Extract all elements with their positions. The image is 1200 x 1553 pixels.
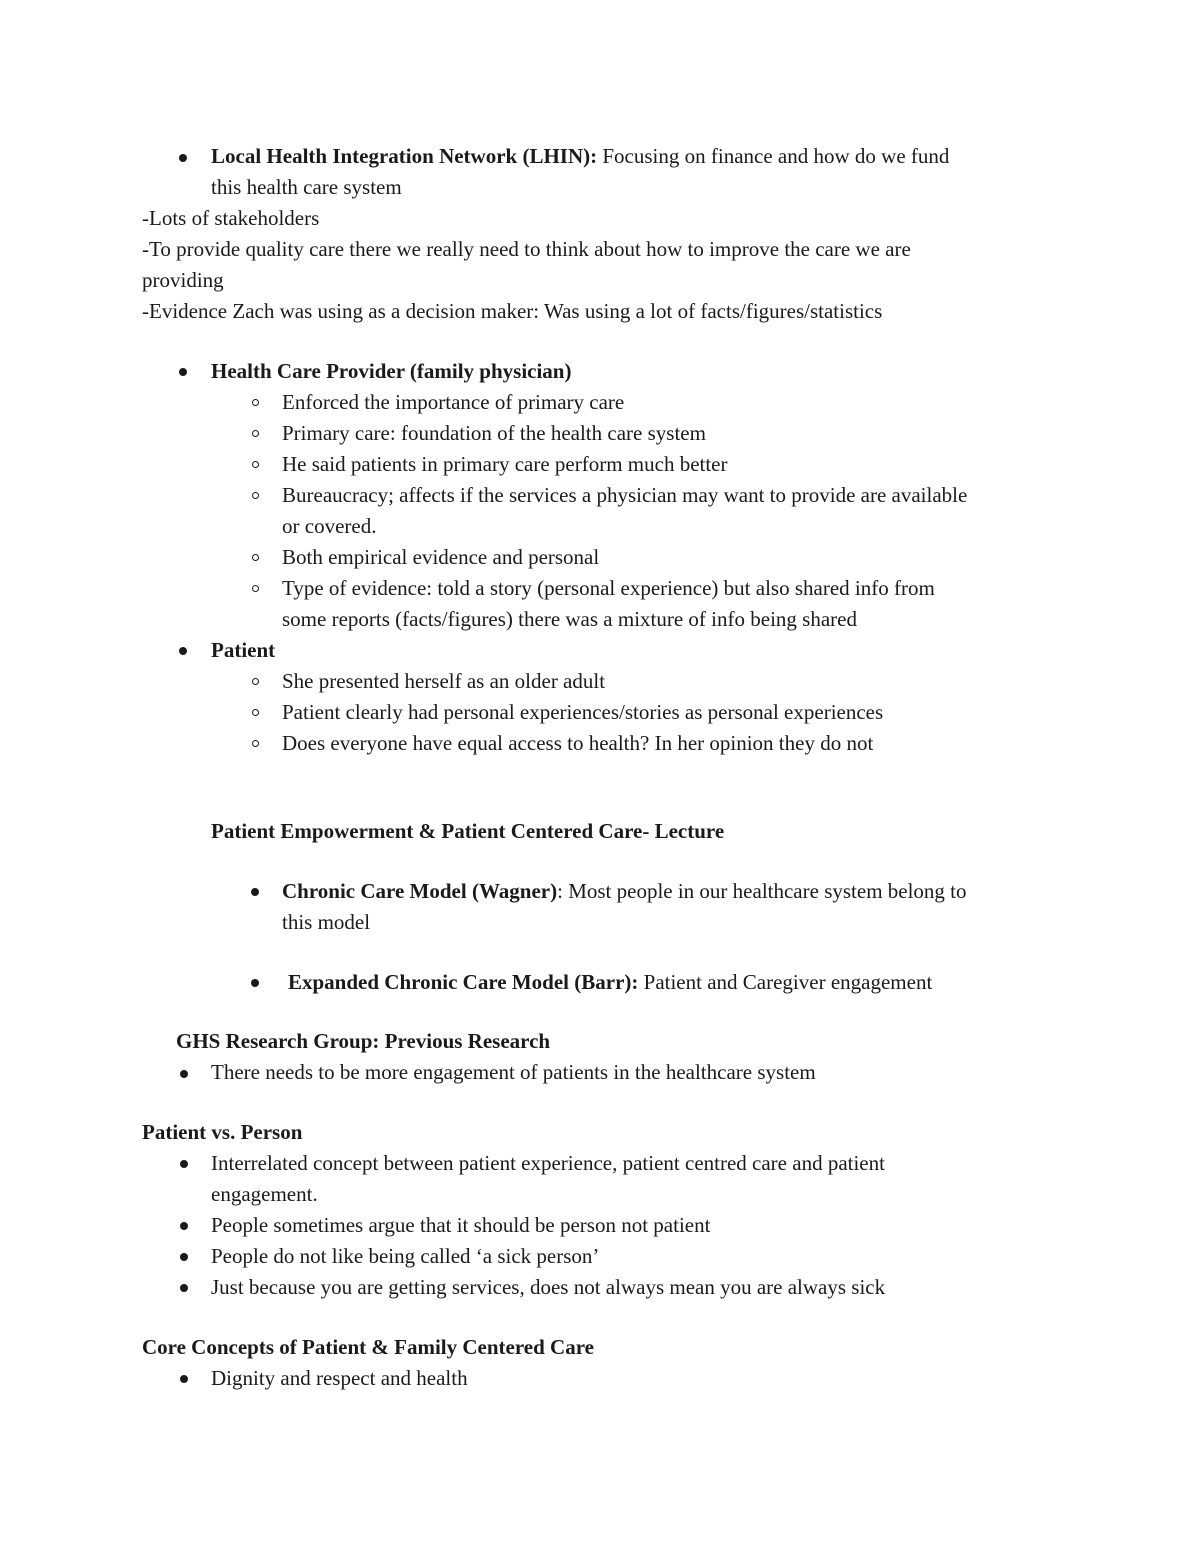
eccm-line [288, 967, 932, 998]
core-item: Dignity and respect and health [211, 1366, 468, 1390]
bullet-icon [179, 647, 187, 655]
patient-item: She presented herself as an older adult [282, 669, 606, 693]
note-quality-care: -To provide quality care there we really need to think about how to improve the care we are [142, 237, 911, 261]
pvp-item: People do not like being called ‘a sick person’ [211, 1244, 600, 1268]
sub-bullet-icon [252, 492, 259, 499]
provider-item: Primary care: foundation of the health care system [282, 421, 706, 445]
bullet-icon [179, 368, 187, 376]
note-stakeholders: -Lots of stakeholders [142, 206, 320, 230]
bullet-icon [180, 1070, 188, 1078]
pvp-item-continued: engagement. [211, 1182, 318, 1206]
ccm-text: : Most people in our healthcare system belong to [557, 879, 967, 903]
provider-item-continued: or covered. [282, 514, 377, 538]
patient-item: Patient clearly had personal experiences/stories as personal experiences [282, 700, 884, 724]
provider-heading: Health Care Provider (family physician) [211, 359, 572, 383]
note-quality-care-continued: providing [142, 268, 224, 292]
bullet-icon [180, 1253, 188, 1261]
bullet-icon [180, 1284, 188, 1292]
sub-bullet-icon [252, 461, 259, 468]
provider-item: Enforced the importance of primary care [282, 390, 625, 414]
sub-bullet-icon [252, 430, 259, 437]
core-heading: Core Concepts of Patient & Family Centered Care [142, 1335, 594, 1359]
sub-bullet-icon [252, 554, 259, 561]
eccm-label: Expanded Chronic Care Model (Barr): [288, 970, 639, 994]
bullet-icon [251, 888, 259, 896]
ghs-heading: GHS Research Group: Previous Research [176, 1029, 551, 1053]
ccm-line [282, 876, 967, 907]
sub-bullet-icon [252, 399, 259, 406]
lhin-label: Local Health Integration Network (LHIN): [211, 144, 598, 168]
provider-item: Both empirical evidence and personal [282, 545, 600, 569]
lhin-line [211, 141, 949, 172]
lhin-text-continued: this health care system [211, 175, 402, 199]
eccm-text: Patient and Caregiver engagement [643, 970, 933, 994]
note-evidence: -Evidence Zach was using as a decision maker: Was using a lot of facts/figures/statistics [142, 299, 883, 323]
provider-item-continued: some reports (facts/figures) there was a mixture of info being shared [282, 607, 857, 631]
bullet-icon [180, 1160, 188, 1168]
sub-bullet-icon [252, 678, 259, 685]
pvp-item: Interrelated concept between patient experience, patient centred care and patient [211, 1151, 885, 1175]
lhin-text: Focusing on finance and how do we fund [602, 144, 950, 168]
sub-bullet-icon [252, 709, 259, 716]
bullet-icon [180, 1375, 188, 1383]
pvp-item: Just because you are getting services, does not always mean you are always sick [211, 1275, 886, 1299]
ccm-text-continued: this model [282, 910, 371, 934]
provider-item: He said patients in primary care perform much better [282, 452, 728, 476]
ghs-item: There needs to be more engagement of patients in the healthcare system [211, 1060, 816, 1084]
patient-heading: Patient [211, 638, 276, 662]
provider-item: Type of evidence: told a story (personal experience) but also shared info from [282, 576, 935, 600]
ccm-label: Chronic Care Model (Wagner) [282, 879, 558, 903]
pvp-item: People sometimes argue that it should be person not patient [211, 1213, 711, 1237]
sub-bullet-icon [252, 740, 259, 747]
bullet-icon [179, 154, 187, 162]
pvp-heading: Patient vs. Person [142, 1120, 303, 1144]
lecture-heading: Patient Empowerment & Patient Centered Care- Lecture [211, 819, 725, 843]
bullet-icon [180, 1222, 188, 1230]
sub-bullet-icon [252, 585, 259, 592]
bullet-icon [251, 979, 259, 987]
patient-item: Does everyone have equal access to health? In her opinion they do not [282, 731, 874, 755]
provider-item: Bureaucracy; affects if the services a physician may want to provide are available [282, 483, 968, 507]
